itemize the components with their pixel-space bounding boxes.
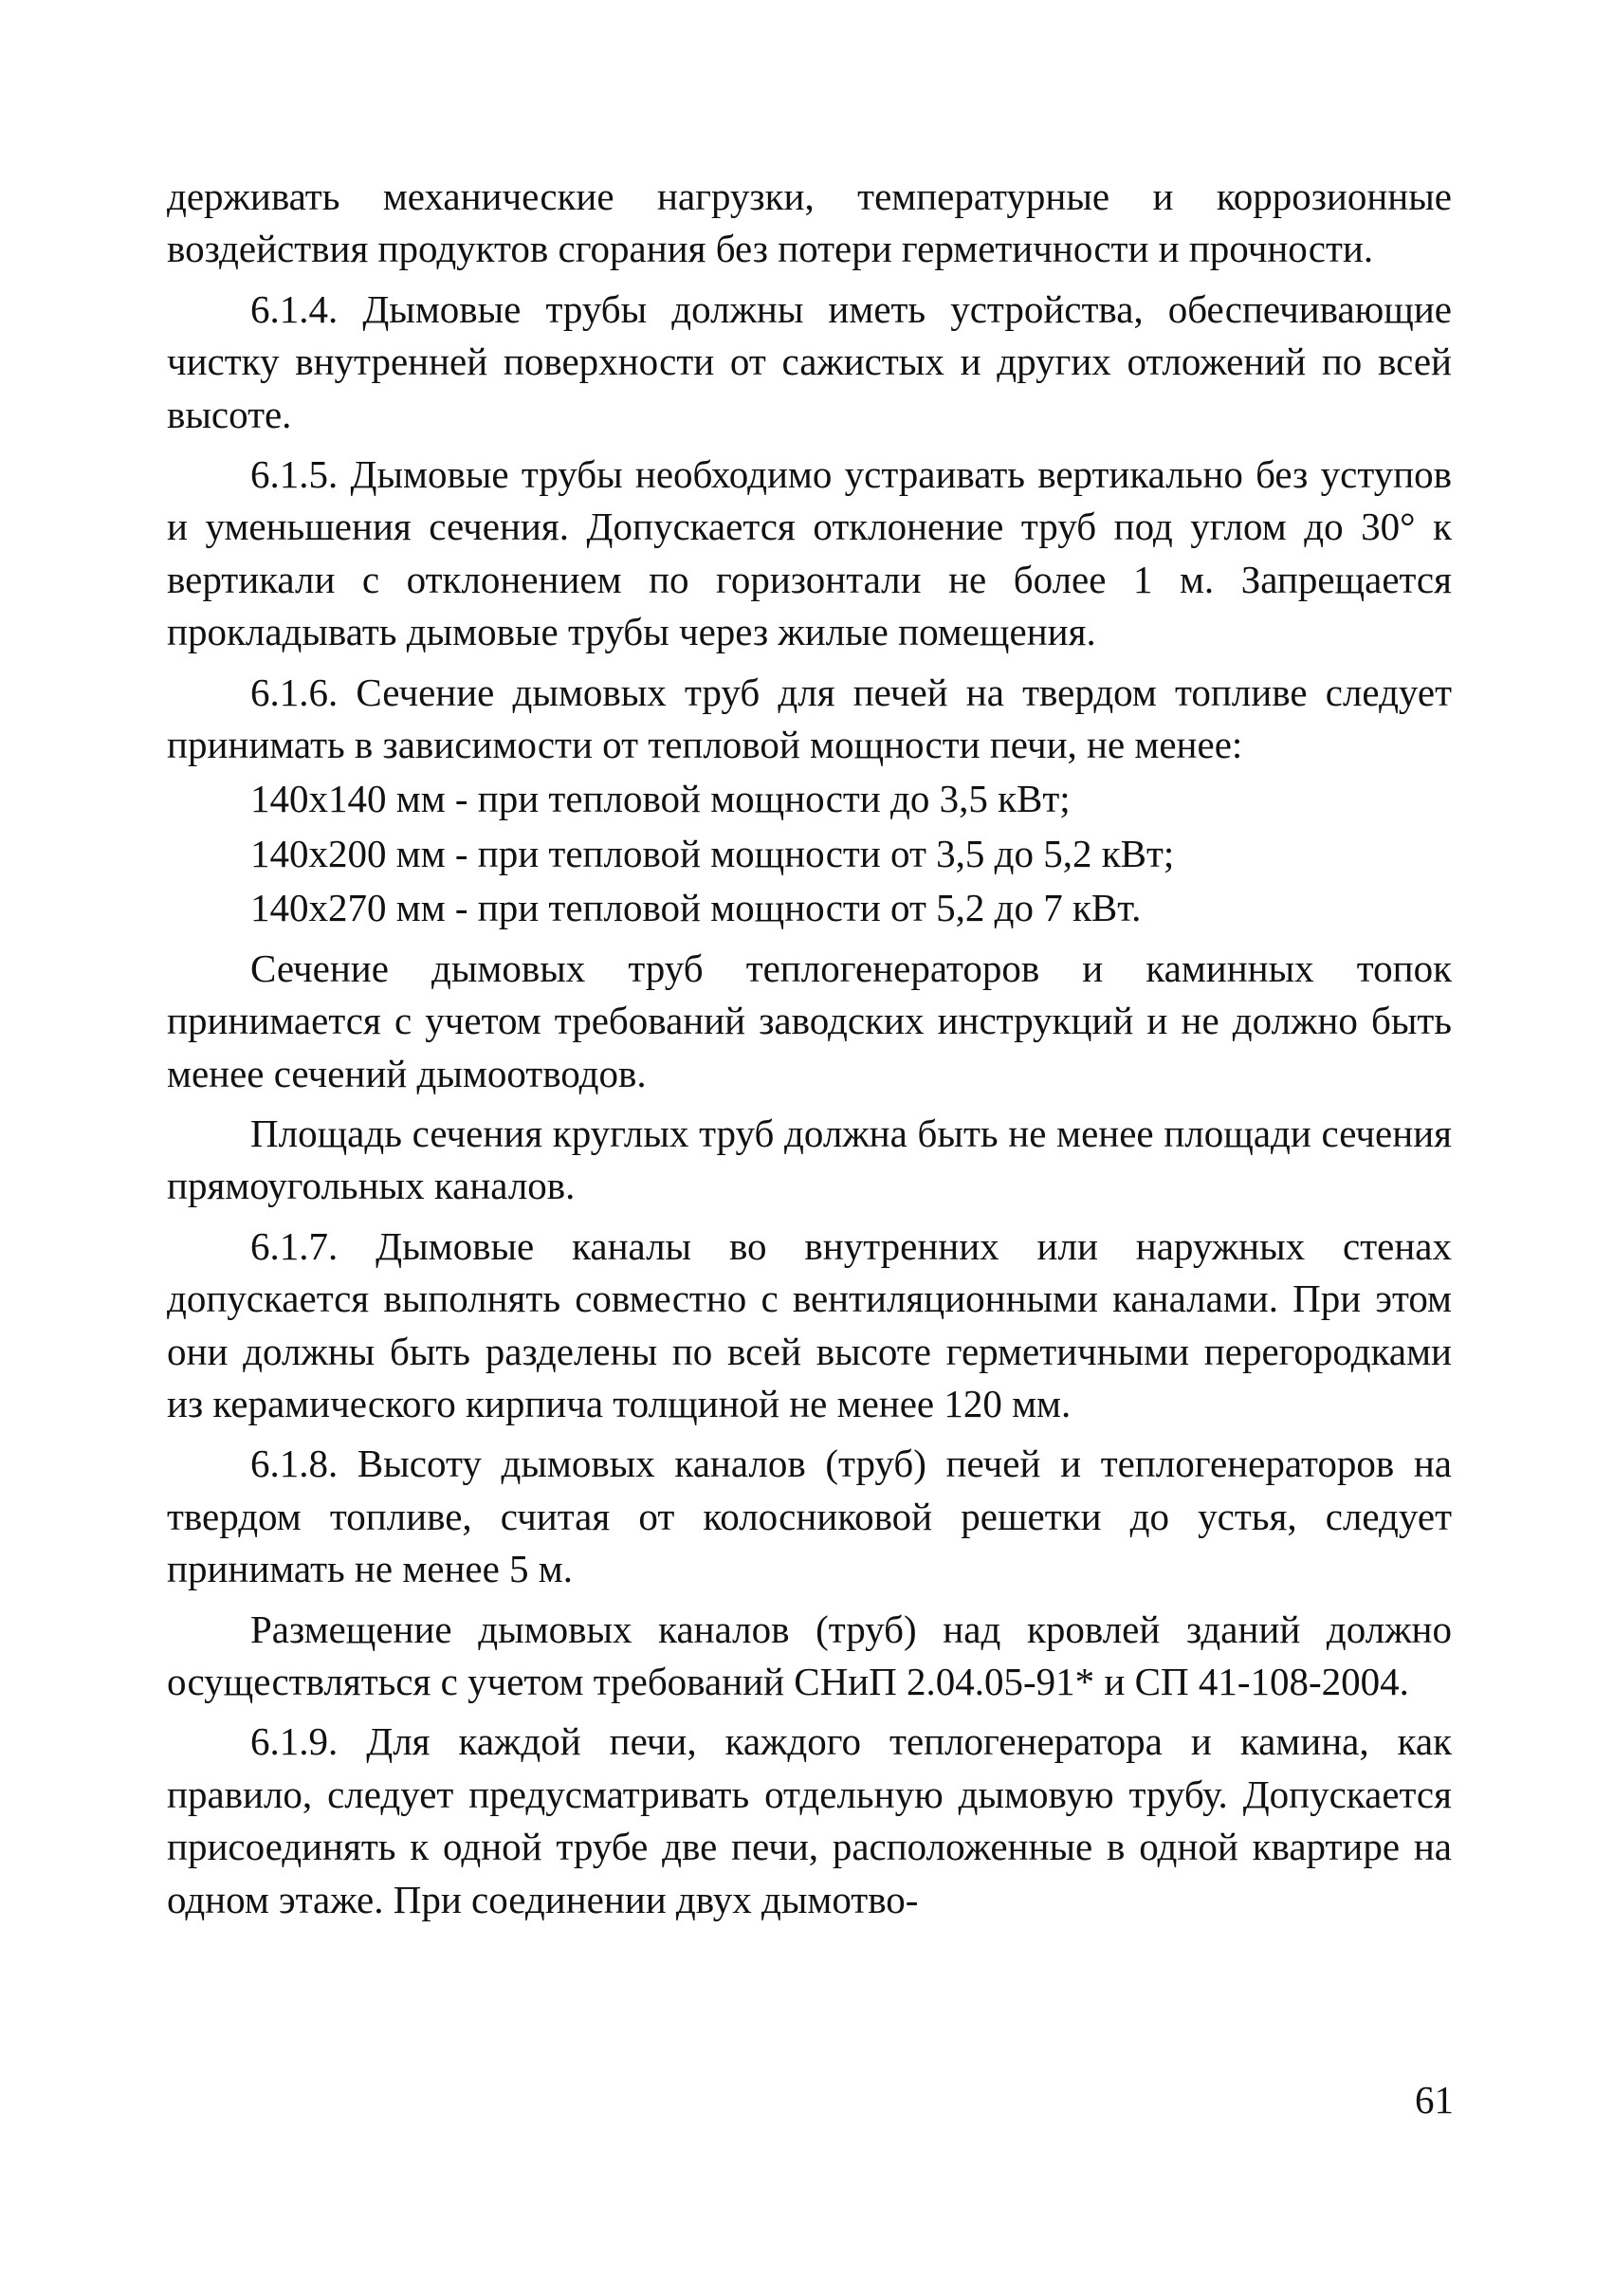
paragraph-6-1-7: 6.1.7. Дымовые каналы во внутренних или наружных стенах допускается выполнять совместно с вентиляционными каналами. При этом они должны быть разделены по всей высоте герметичными перегородками из керамического кирпича толщиной не менее 120 мм.: [167, 1223, 1452, 1425]
paragraph-roof-placement: Размещение дымовых каналов (труб) над кровлей зданий должно осуществляться с учетом требований СНиП 2.04.05-91* и СП 41-108-2004.: [167, 1607, 1452, 1703]
paragraph-6-1-8: 6.1.8. Высоту дымовых каналов (труб) печей и теплогенераторов на твердом топливе, считая от колосниковой решетки до устья, следует принимать не менее 5 м.: [167, 1442, 1452, 1591]
paragraph-6-1-5: 6.1.5. Дымовые трубы необходимо устраивать вертикально без уступов и уменьшения сечения. Допускается отклонение труб под углом до 30° к вертикали с отклонением по горизонтали не более 1 м. Запрещается прокладывать дымовые трубы через жилые помещения.: [167, 452, 1452, 654]
list-item-140x270: 140x270 мм - при тепловой мощности от 5,2 до 7 кВт.: [250, 886, 1142, 930]
paragraph-6-1-6: 6.1.6. Сечение дымовых труб для печей на твердом топливе следует принимать в зависимости от тепловой мощности печи, не менее:: [167, 670, 1452, 767]
page-number: 61: [1415, 2078, 1454, 2122]
paragraph-continuation: держивать механические нагрузки, температурные и коррозионные воздействия продуктов сгорания без потери герметичности и прочности.: [167, 174, 1452, 271]
list-item-140x140: 140x140 мм - при тепловой мощности до 3,5 кВт;: [250, 777, 1071, 821]
paragraph-round-pipe-area: Площадь сечения круглых труб должна быть не менее площади сечения прямоугольных каналов.: [167, 1111, 1452, 1208]
paragraph-6-1-9: 6.1.9. Для каждой печи, каждого теплогенератора и камина, как правило, следует предусматривать отдельную дымовую трубу. Допускается присоединять к одной трубе две печи, расположенные в одной квартире на одном этаже. При соединении двух дымотво-: [167, 1719, 1452, 1921]
paragraph-6-1-4: 6.1.4. Дымовые трубы должны иметь устройства, обеспечивающие чистку внутренней поверхности от сажистых и других отложений по всей высоте.: [167, 286, 1452, 436]
list-item-140x200: 140x200 мм - при тепловой мощности от 3,5 до 5,2 кВт;: [250, 831, 1175, 875]
body-text: [167, 171, 1452, 1934]
paragraph-heat-generator-section: Сечение дымовых труб теплогенераторов и каминных топок принимается с учетом требований заводских инструкций и не должно быть менее сечений дымоотводов.: [167, 946, 1452, 1095]
